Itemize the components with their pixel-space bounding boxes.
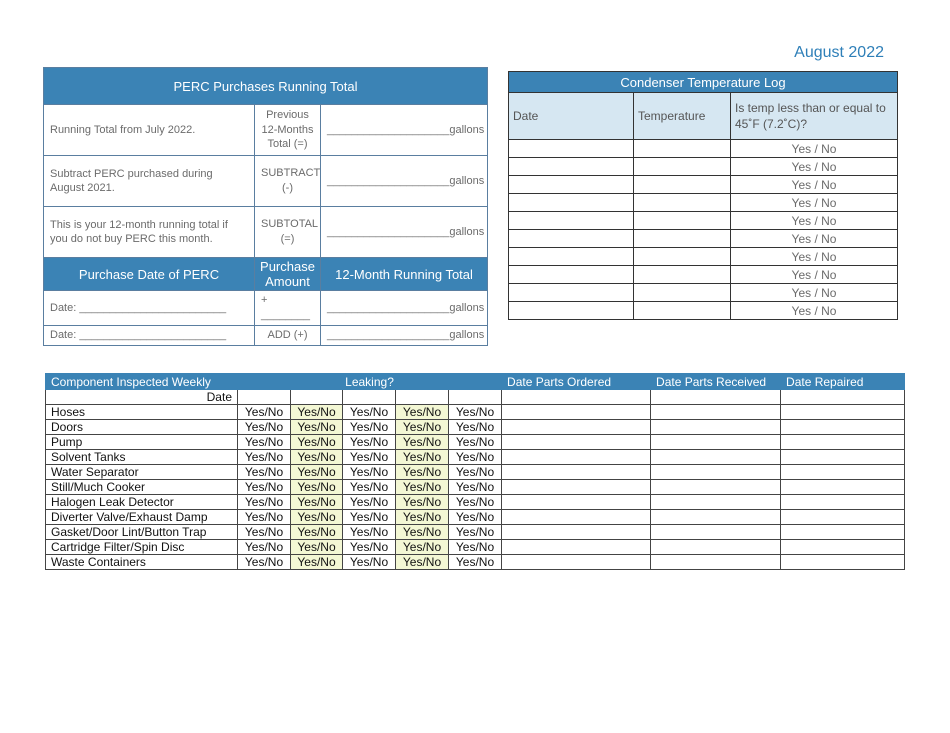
perc-row-desc: This is your 12-month running total if you do not buy PERC this month. xyxy=(44,207,255,258)
condenser-yes-no[interactable]: Yes / No xyxy=(731,302,898,320)
component-name: Diverter Valve/Exhaust Damp xyxy=(46,510,238,525)
leaking-yes-no[interactable]: Yes/No xyxy=(449,495,502,510)
leaking-yes-no[interactable]: Yes/No xyxy=(449,420,502,435)
component-name: Halogen Leak Detector xyxy=(46,495,238,510)
purchase-date-header: Purchase Date of PERC xyxy=(44,258,255,291)
repaired-cell[interactable] xyxy=(781,450,905,465)
condenser-log-row xyxy=(509,194,898,212)
component-name: Pump xyxy=(46,435,238,450)
repaired-cell[interactable] xyxy=(781,510,905,525)
parts-ordered-header: Date Parts Ordered xyxy=(502,374,651,390)
leaking-yes-no[interactable]: Yes/No xyxy=(449,450,502,465)
leaking-yes-no[interactable]: Yes/No xyxy=(449,510,502,525)
date-label: Date xyxy=(46,390,238,405)
condenser-yes-no[interactable]: Yes / No xyxy=(731,212,898,230)
condenser-yes-no[interactable]: Yes / No xyxy=(731,266,898,284)
repaired-cell[interactable] xyxy=(781,555,905,570)
condenser-date-cell[interactable] xyxy=(509,230,634,248)
perc-running-total-table xyxy=(43,67,488,346)
leaking-yes-no[interactable]: Yes/No xyxy=(449,465,502,480)
leaking-yes-no[interactable]: Yes/No xyxy=(343,405,396,420)
date-cell[interactable] xyxy=(449,390,502,405)
repaired-cell[interactable] xyxy=(781,465,905,480)
parts-received-cell[interactable] xyxy=(651,390,781,405)
parts-received-cell[interactable] xyxy=(651,405,781,420)
leaking-yes-no[interactable]: Yes/No xyxy=(343,450,396,465)
parts-received-cell[interactable] xyxy=(651,420,781,435)
condenser-yes-no[interactable]: Yes / No xyxy=(731,248,898,266)
perc-title: PERC Purchases Running Total xyxy=(44,68,488,105)
condenser-yes-no[interactable]: Yes / No xyxy=(731,158,898,176)
leaking-yes-no[interactable]: Yes/No xyxy=(449,435,502,450)
condenser-yes-no[interactable]: Yes / No xyxy=(731,140,898,158)
perc-row-operation: Previous 12-Months Total (=) xyxy=(255,105,321,156)
leaking-yes-no[interactable]: Yes/No xyxy=(291,450,343,465)
condenser-log-row xyxy=(509,158,898,176)
date-cell[interactable] xyxy=(343,390,396,405)
parts-ordered-cell[interactable] xyxy=(502,525,651,540)
parts-ordered-cell[interactable] xyxy=(502,450,651,465)
condenser-log-row xyxy=(509,230,898,248)
leaking-yes-no[interactable]: Yes/No xyxy=(238,525,291,540)
parts-received-cell[interactable] xyxy=(651,540,781,555)
condenser-date-cell[interactable] xyxy=(509,284,634,302)
repaired-cell[interactable] xyxy=(781,390,905,405)
repaired-cell[interactable] xyxy=(781,525,905,540)
inspection-row xyxy=(46,525,905,540)
leaking-yes-no[interactable]: Yes/No xyxy=(291,405,343,420)
parts-ordered-cell[interactable] xyxy=(502,465,651,480)
inspection-row xyxy=(46,435,905,450)
leaking-yes-no[interactable]: Yes/No xyxy=(291,435,343,450)
running-total-header: 12-Month Running Total xyxy=(321,258,488,291)
perc-row-gallons[interactable]: ____________________gallons xyxy=(321,105,488,156)
component-name: Cartridge Filter/Spin Disc xyxy=(46,540,238,555)
parts-received-header: Date Parts Received xyxy=(651,374,781,390)
leaking-yes-no[interactable]: Yes/No xyxy=(449,540,502,555)
component-name: Doors xyxy=(46,420,238,435)
condenser-yes-no[interactable]: Yes / No xyxy=(731,230,898,248)
leaking-yes-no[interactable]: Yes/No xyxy=(238,480,291,495)
leaking-yes-no[interactable]: Yes/No xyxy=(238,555,291,570)
component-header: Component Inspected Weekly xyxy=(46,374,238,390)
leaking-yes-no[interactable]: Yes/No xyxy=(396,495,449,510)
leaking-yes-no[interactable]: Yes/No xyxy=(343,495,396,510)
leaking-yes-no[interactable]: Yes/No xyxy=(343,480,396,495)
leaking-yes-no[interactable]: Yes/No xyxy=(396,435,449,450)
condenser-date-header: Date xyxy=(509,93,634,140)
purchase-amount-field[interactable]: + ________ xyxy=(255,291,321,326)
condenser-log-row xyxy=(509,266,898,284)
leaking-yes-no[interactable]: Yes/No xyxy=(396,510,449,525)
condenser-log-row xyxy=(509,302,898,320)
leaking-yes-no[interactable]: Yes/No xyxy=(396,465,449,480)
repaired-cell[interactable] xyxy=(781,495,905,510)
condenser-temperature-header: Temperature xyxy=(634,93,731,140)
perc-row-desc: Subtract PERC purchased during August 2021. xyxy=(44,156,255,207)
condenser-log-title: Condenser Temperature Log xyxy=(509,72,898,93)
parts-ordered-cell[interactable] xyxy=(502,510,651,525)
condenser-log-row xyxy=(509,284,898,302)
leaking-yes-no[interactable]: Yes/No xyxy=(238,465,291,480)
leaking-yes-no[interactable]: Yes/No xyxy=(291,525,343,540)
condenser-date-cell[interactable] xyxy=(509,302,634,320)
condenser-date-cell[interactable] xyxy=(509,176,634,194)
condenser-temperature-cell[interactable] xyxy=(634,284,731,302)
inspection-row xyxy=(46,495,905,510)
inspection-row xyxy=(46,555,905,570)
leaking-yes-no[interactable]: Yes/No xyxy=(449,555,502,570)
leaking-header: Leaking? xyxy=(238,374,502,390)
leaking-yes-no[interactable]: Yes/No xyxy=(291,420,343,435)
condenser-yes-no[interactable]: Yes / No xyxy=(731,194,898,212)
running-total-field[interactable]: ____________________gallons xyxy=(321,291,488,326)
date-cell[interactable] xyxy=(396,390,449,405)
leaking-yes-no[interactable]: Yes/No xyxy=(396,480,449,495)
leaking-yes-no[interactable]: Yes/No xyxy=(238,435,291,450)
repaired-cell[interactable] xyxy=(781,420,905,435)
leaking-yes-no[interactable]: Yes/No xyxy=(396,555,449,570)
condenser-temperature-cell[interactable] xyxy=(634,248,731,266)
leaking-yes-no[interactable]: Yes/No xyxy=(449,405,502,420)
condenser-date-cell[interactable] xyxy=(509,158,634,176)
inspection-row xyxy=(46,480,905,495)
leaking-yes-no[interactable]: Yes/No xyxy=(449,480,502,495)
parts-received-cell[interactable] xyxy=(651,510,781,525)
leaking-yes-no[interactable]: Yes/No xyxy=(343,420,396,435)
leaking-yes-no[interactable]: Yes/No xyxy=(238,450,291,465)
parts-ordered-cell[interactable] xyxy=(502,540,651,555)
leaking-yes-no[interactable]: Yes/No xyxy=(343,555,396,570)
running-total-field[interactable]: ____________________gallons xyxy=(321,325,488,345)
condenser-temperature-cell[interactable] xyxy=(634,140,731,158)
parts-ordered-cell[interactable] xyxy=(502,405,651,420)
repaired-cell[interactable] xyxy=(781,540,905,555)
parts-ordered-cell[interactable] xyxy=(502,390,651,405)
condenser-temperature-cell[interactable] xyxy=(634,266,731,284)
parts-ordered-cell[interactable] xyxy=(502,480,651,495)
condenser-log-row xyxy=(509,212,898,230)
leaking-yes-no[interactable]: Yes/No xyxy=(238,420,291,435)
parts-received-cell[interactable] xyxy=(651,525,781,540)
condenser-log-row xyxy=(509,248,898,266)
condenser-yes-no[interactable]: Yes / No xyxy=(731,176,898,194)
parts-ordered-cell[interactable] xyxy=(502,555,651,570)
condenser-date-cell[interactable] xyxy=(509,194,634,212)
condenser-date-cell[interactable] xyxy=(509,248,634,266)
condenser-date-cell[interactable] xyxy=(509,212,634,230)
parts-received-cell[interactable] xyxy=(651,450,781,465)
inspection-row xyxy=(46,465,905,480)
parts-received-cell[interactable] xyxy=(651,495,781,510)
inspection-row xyxy=(46,405,905,420)
leaking-yes-no[interactable]: Yes/No xyxy=(396,405,449,420)
parts-ordered-cell[interactable] xyxy=(502,435,651,450)
repaired-cell[interactable] xyxy=(781,480,905,495)
condenser-temperature-log xyxy=(508,71,898,320)
leaking-yes-no[interactable]: Yes/No xyxy=(343,525,396,540)
leaking-yes-no[interactable]: Yes/No xyxy=(291,480,343,495)
condenser-log-row xyxy=(509,176,898,194)
condenser-log-row xyxy=(509,140,898,158)
leaking-yes-no[interactable]: Yes/No xyxy=(291,510,343,525)
leaking-yes-no[interactable]: Yes/No xyxy=(291,555,343,570)
repaired-header: Date Repaired xyxy=(781,374,905,390)
leaking-yes-no[interactable]: Yes/No xyxy=(238,405,291,420)
perc-row-operation: SUBTRACT (-) xyxy=(255,156,321,207)
condenser-date-cell[interactable] xyxy=(509,266,634,284)
purchase-date-field[interactable]: Date: ________________________ xyxy=(44,291,255,326)
inspection-row xyxy=(46,510,905,525)
component-name: Hoses xyxy=(46,405,238,420)
component-name: Gasket/Door Lint/Button Trap xyxy=(46,525,238,540)
leaking-yes-no[interactable]: Yes/No xyxy=(396,525,449,540)
purchase-date-field[interactable]: Date: ________________________ xyxy=(44,325,255,345)
condenser-temperature-cell[interactable] xyxy=(634,230,731,248)
repaired-cell[interactable] xyxy=(781,405,905,420)
condenser-yes-no[interactable]: Yes / No xyxy=(731,284,898,302)
inspection-row xyxy=(46,450,905,465)
condenser-date-cell[interactable] xyxy=(509,140,634,158)
perc-row-desc: Running Total from July 2022. xyxy=(44,105,255,156)
page-month: August 2022 xyxy=(794,44,884,61)
condenser-temperature-cell[interactable] xyxy=(634,158,731,176)
component-name: Water Separator xyxy=(46,465,238,480)
leaking-yes-no[interactable]: Yes/No xyxy=(343,465,396,480)
leaking-yes-no[interactable]: Yes/No xyxy=(343,435,396,450)
leaking-yes-no[interactable]: Yes/No xyxy=(291,465,343,480)
leaking-yes-no[interactable]: Yes/No xyxy=(396,540,449,555)
condenser-temperature-cell[interactable] xyxy=(634,194,731,212)
perc-row-operation: SUBTOTAL (=) xyxy=(255,207,321,258)
leaking-yes-no[interactable]: Yes/No xyxy=(238,510,291,525)
date-cell[interactable] xyxy=(238,390,291,405)
weekly-inspection-table xyxy=(45,373,905,570)
condenser-temperature-cell[interactable] xyxy=(634,302,731,320)
component-name: Waste Containers xyxy=(46,555,238,570)
parts-received-cell[interactable] xyxy=(651,435,781,450)
parts-received-cell[interactable] xyxy=(651,555,781,570)
leaking-yes-no[interactable]: Yes/No xyxy=(291,495,343,510)
leaking-yes-no[interactable]: Yes/No xyxy=(238,540,291,555)
repaired-cell[interactable] xyxy=(781,435,905,450)
purchase-amount-field[interactable]: ADD (+) xyxy=(255,325,321,345)
date-cell[interactable] xyxy=(291,390,343,405)
leaking-yes-no[interactable]: Yes/No xyxy=(343,540,396,555)
leaking-yes-no[interactable]: Yes/No xyxy=(343,510,396,525)
condenser-check-header: Is temp less than or equal to 45˚F (7.2˚C)? xyxy=(731,93,898,140)
leaking-yes-no[interactable]: Yes/No xyxy=(291,540,343,555)
parts-received-cell[interactable] xyxy=(651,465,781,480)
parts-ordered-cell[interactable] xyxy=(502,420,651,435)
inspection-row xyxy=(46,420,905,435)
leaking-yes-no[interactable]: Yes/No xyxy=(238,495,291,510)
component-name: Solvent Tanks xyxy=(46,450,238,465)
inspection-row xyxy=(46,540,905,555)
purchase-amount-header: Purchase Amount xyxy=(255,258,321,291)
leaking-yes-no[interactable]: Yes/No xyxy=(396,450,449,465)
condenser-temperature-cell[interactable] xyxy=(634,212,731,230)
condenser-temperature-cell[interactable] xyxy=(634,176,731,194)
leaking-yes-no[interactable]: Yes/No xyxy=(396,420,449,435)
component-name: Still/Much Cooker xyxy=(46,480,238,495)
leaking-yes-no[interactable]: Yes/No xyxy=(449,525,502,540)
parts-received-cell[interactable] xyxy=(651,480,781,495)
perc-row-gallons[interactable]: ____________________gallons xyxy=(321,156,488,207)
parts-ordered-cell[interactable] xyxy=(502,495,651,510)
perc-row-gallons[interactable]: ____________________gallons xyxy=(321,207,488,258)
